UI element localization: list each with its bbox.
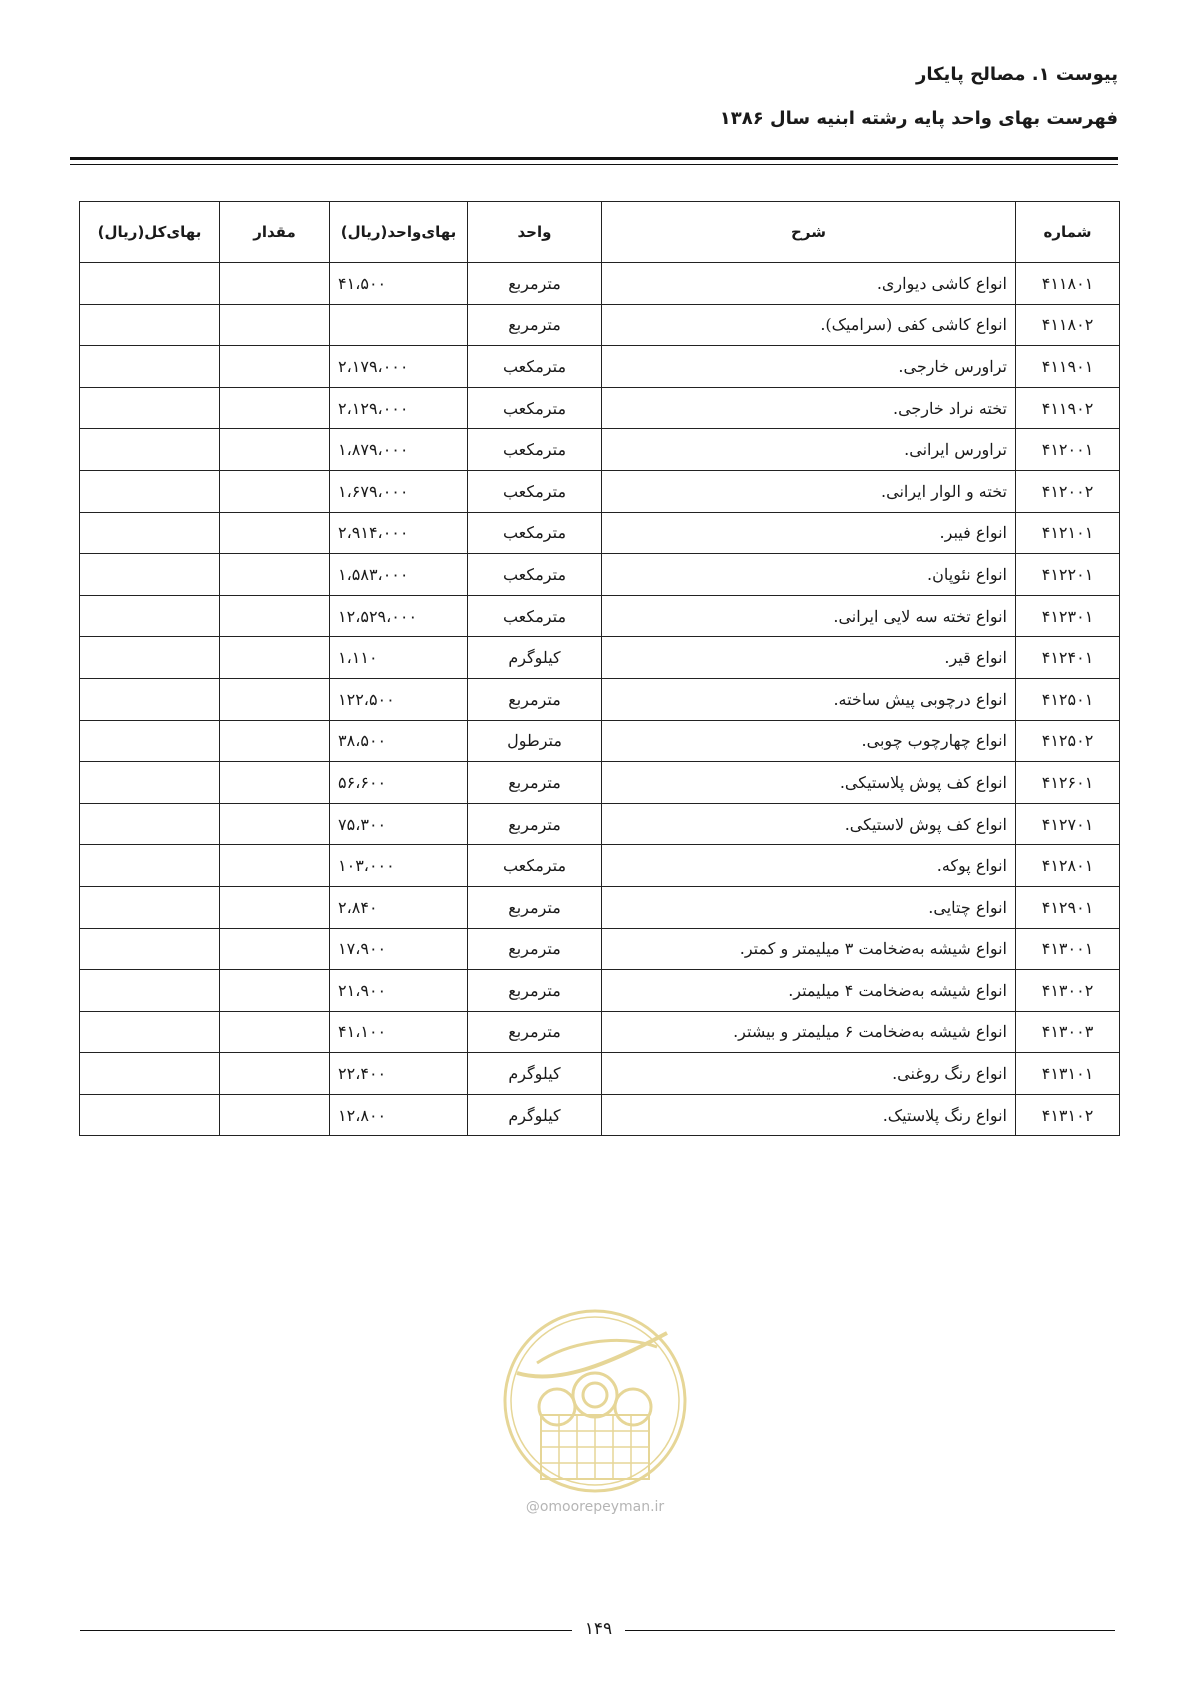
table-row [80, 928, 1120, 970]
document-subtitle: فهرست بهای واحد پایه رشته ابنیه سال ۱۳۸۶ [719, 108, 1118, 129]
cell-code: ۴۱۲۰۰۲ [1016, 470, 1120, 512]
cell-description: انواع کف پوش لاستیکی. [602, 803, 1016, 845]
cell-quantity [220, 678, 330, 720]
cell-total [80, 470, 220, 512]
column-header-description: شرح [602, 202, 1016, 263]
cell-quantity [220, 304, 330, 346]
cell-total [80, 803, 220, 845]
cell-code: ۴۱۲۵۰۲ [1016, 720, 1120, 762]
cell-total [80, 387, 220, 429]
cell-unit: مترمربع [468, 304, 602, 346]
cell-quantity [220, 512, 330, 554]
cell-code: ۴۱۲۸۰۱ [1016, 845, 1120, 887]
omoor-peyman-watermark [497, 1303, 693, 1523]
cell-unit: مترمکعب [468, 845, 602, 887]
cell-unit: مترمربع [468, 263, 602, 305]
cell-description: انواع شیشه به‌ضخامت ۳ میلیمتر و کمتر. [602, 928, 1016, 970]
cell-code: ۴۱۳۰۰۱ [1016, 928, 1120, 970]
cell-total [80, 429, 220, 471]
table-row [80, 263, 1120, 305]
table-body [80, 263, 1120, 1136]
cell-unit-price: ۱،۱۱۰ [330, 637, 468, 679]
cell-unit-price: ۷۵،۳۰۰ [330, 803, 468, 845]
cell-quantity [220, 762, 330, 804]
cell-unit-price: ۱۲،۸۰۰ [330, 1094, 468, 1136]
cell-code: ۴۱۲۶۰۱ [1016, 762, 1120, 804]
cell-quantity [220, 554, 330, 596]
cell-unit: مترمربع [468, 928, 602, 970]
cell-unit-price: ۲،۸۴۰ [330, 886, 468, 928]
cell-quantity [220, 928, 330, 970]
cell-unit: مترمکعب [468, 429, 602, 471]
cell-description: انواع قیر. [602, 637, 1016, 679]
cell-description: انواع درچوبی پیش ساخته. [602, 678, 1016, 720]
footer-rule-right [625, 1630, 1115, 1631]
cell-quantity [220, 970, 330, 1012]
cell-total [80, 1053, 220, 1095]
column-header-unit: واحد [468, 202, 602, 263]
cell-code: ۴۱۲۵۰۱ [1016, 678, 1120, 720]
cell-total [80, 845, 220, 887]
cell-unit-price: ۲۱،۹۰۰ [330, 970, 468, 1012]
table-row [80, 803, 1120, 845]
cell-quantity [220, 637, 330, 679]
cell-unit-price: ۳۸،۵۰۰ [330, 720, 468, 762]
cell-unit-price: ۵۶،۶۰۰ [330, 762, 468, 804]
cell-description: انواع چهارچوب چوبی. [602, 720, 1016, 762]
cell-unit-price [330, 304, 468, 346]
cell-unit: کیلوگرم [468, 637, 602, 679]
cell-unit-price: ۱،۸۷۹،۰۰۰ [330, 429, 468, 471]
cell-description: انواع کف پوش پلاستیکی. [602, 762, 1016, 804]
table-row [80, 1094, 1120, 1136]
cell-total [80, 637, 220, 679]
cell-unit: مترمربع [468, 803, 602, 845]
cell-total [80, 595, 220, 637]
cell-description: تراورس ایرانی. [602, 429, 1016, 471]
cell-unit: مترمربع [468, 970, 602, 1012]
page-number: ۱۴۹ [584, 1619, 613, 1639]
table-row [80, 512, 1120, 554]
cell-description: انواع پوکه. [602, 845, 1016, 887]
cell-description: انواع کاشی کفی (سرامیک). [602, 304, 1016, 346]
cell-code: ۴۱۲۱۰۱ [1016, 512, 1120, 554]
cell-quantity [220, 263, 330, 305]
cell-code: ۴۱۳۰۰۲ [1016, 970, 1120, 1012]
cell-unit-price: ۲۲،۴۰۰ [330, 1053, 468, 1095]
cell-description: انواع نئوپان. [602, 554, 1016, 596]
cell-code: ۴۱۱۹۰۲ [1016, 387, 1120, 429]
cell-unit: مترمربع [468, 678, 602, 720]
cell-code: ۴۱۱۸۰۲ [1016, 304, 1120, 346]
cell-unit-price: ۴۱،۱۰۰ [330, 1011, 468, 1053]
cell-unit-price: ۱۲۲،۵۰۰ [330, 678, 468, 720]
cell-description: انواع رنگ روغنی. [602, 1053, 1016, 1095]
footer-rule-left [80, 1630, 572, 1631]
table-row [80, 845, 1120, 887]
table-row [80, 678, 1120, 720]
cell-quantity [220, 346, 330, 388]
column-header-total: بهای‌کل(ریال) [80, 202, 220, 263]
cell-description: انواع شیشه به‌ضخامت ۶ میلیمتر و بیشتر. [602, 1011, 1016, 1053]
cell-quantity [220, 429, 330, 471]
table-row [80, 1011, 1120, 1053]
cell-description: تخته و الوار ایرانی. [602, 470, 1016, 512]
cell-total [80, 1094, 220, 1136]
cell-unit: مترمکعب [468, 470, 602, 512]
cell-unit: مترمکعب [468, 512, 602, 554]
cell-total [80, 554, 220, 596]
cell-code: ۴۱۲۳۰۱ [1016, 595, 1120, 637]
cell-unit: مترمکعب [468, 387, 602, 429]
cell-code: ۴۱۲۴۰۱ [1016, 637, 1120, 679]
cell-code: ۴۱۲۲۰۱ [1016, 554, 1120, 596]
cell-total [80, 512, 220, 554]
cell-total [80, 970, 220, 1012]
column-header-code: شماره [1016, 202, 1120, 263]
cell-unit: مترطول [468, 720, 602, 762]
cell-unit-price: ۲،۹۱۴،۰۰۰ [330, 512, 468, 554]
cell-unit: مترمربع [468, 762, 602, 804]
cell-unit-price: ۴۱،۵۰۰ [330, 263, 468, 305]
table-row [80, 429, 1120, 471]
table-row [80, 387, 1120, 429]
cell-code: ۴۱۲۹۰۱ [1016, 886, 1120, 928]
cell-quantity [220, 595, 330, 637]
cell-code: ۴۱۱۹۰۱ [1016, 346, 1120, 388]
cell-unit: مترمربع [468, 1011, 602, 1053]
watermark-url: @omoorepeyman.ir [525, 1499, 665, 1515]
cell-total [80, 886, 220, 928]
cell-total [80, 1011, 220, 1053]
cell-unit: مترمکعب [468, 346, 602, 388]
cell-description: انواع فیبر. [602, 512, 1016, 554]
cell-unit-price: ۱،۵۸۳،۰۰۰ [330, 554, 468, 596]
table-row [80, 595, 1120, 637]
cell-quantity [220, 1011, 330, 1053]
table-row [80, 637, 1120, 679]
table-row [80, 304, 1120, 346]
cell-quantity [220, 803, 330, 845]
cell-quantity [220, 387, 330, 429]
table-row [80, 346, 1120, 388]
cell-quantity [220, 470, 330, 512]
column-header-unit-price: بهای‌واحد(ریال) [330, 202, 468, 263]
cell-unit-price: ۱،۶۷۹،۰۰۰ [330, 470, 468, 512]
cell-quantity [220, 1053, 330, 1095]
watermark-logo-icon [497, 1303, 693, 1499]
cell-code: ۴۱۳۱۰۱ [1016, 1053, 1120, 1095]
cell-unit-price: ۲،۱۲۹،۰۰۰ [330, 387, 468, 429]
cell-unit-price: ۱۷،۹۰۰ [330, 928, 468, 970]
header-rule-thin [70, 164, 1118, 165]
cell-quantity [220, 720, 330, 762]
column-header-quantity: مقدار [220, 202, 330, 263]
cell-total [80, 720, 220, 762]
page-header [720, 60, 1118, 134]
cell-total [80, 762, 220, 804]
table-row [80, 720, 1120, 762]
cell-quantity [220, 845, 330, 887]
cell-unit-price: ۱۰۳،۰۰۰ [330, 845, 468, 887]
cell-description: انواع تخته سه لایی ایرانی. [602, 595, 1016, 637]
cell-unit-price: ۲،۱۷۹،۰۰۰ [330, 346, 468, 388]
cell-code: ۴۱۳۱۰۲ [1016, 1094, 1120, 1136]
table-row [80, 970, 1120, 1012]
table-header-row [80, 202, 1120, 263]
cell-quantity [220, 1094, 330, 1136]
appendix-title: پیوست ۱. مصالح پایکار [915, 64, 1118, 85]
cell-description: تراورس خارجی. [602, 346, 1016, 388]
cell-unit: مترمکعب [468, 554, 602, 596]
cell-unit-price: ۱۲،۵۲۹،۰۰۰ [330, 595, 468, 637]
table-row [80, 554, 1120, 596]
cell-code: ۴۱۱۸۰۱ [1016, 263, 1120, 305]
cell-unit: مترمکعب [468, 595, 602, 637]
price-list-table [79, 201, 1120, 1136]
cell-total [80, 263, 220, 305]
cell-code: ۴۱۳۰۰۳ [1016, 1011, 1120, 1053]
table-row [80, 1053, 1120, 1095]
cell-total [80, 346, 220, 388]
cell-unit: مترمربع [468, 886, 602, 928]
cell-description: انواع شیشه به‌ضخامت ۴ میلیمتر. [602, 970, 1016, 1012]
cell-unit: کیلوگرم [468, 1053, 602, 1095]
table-row [80, 886, 1120, 928]
table-row [80, 470, 1120, 512]
cell-code: ۴۱۲۷۰۱ [1016, 803, 1120, 845]
cell-description: تخته نراد خارجی. [602, 387, 1016, 429]
cell-total [80, 678, 220, 720]
cell-unit: کیلوگرم [468, 1094, 602, 1136]
cell-code: ۴۱۲۰۰۱ [1016, 429, 1120, 471]
cell-description: انواع چتایی. [602, 886, 1016, 928]
cell-total [80, 304, 220, 346]
header-rule-thick [70, 157, 1118, 160]
table-row [80, 762, 1120, 804]
cell-total [80, 928, 220, 970]
cell-description: انواع رنگ پلاستیک. [602, 1094, 1016, 1136]
cell-description: انواع کاشی دیواری. [602, 263, 1016, 305]
cell-quantity [220, 886, 330, 928]
